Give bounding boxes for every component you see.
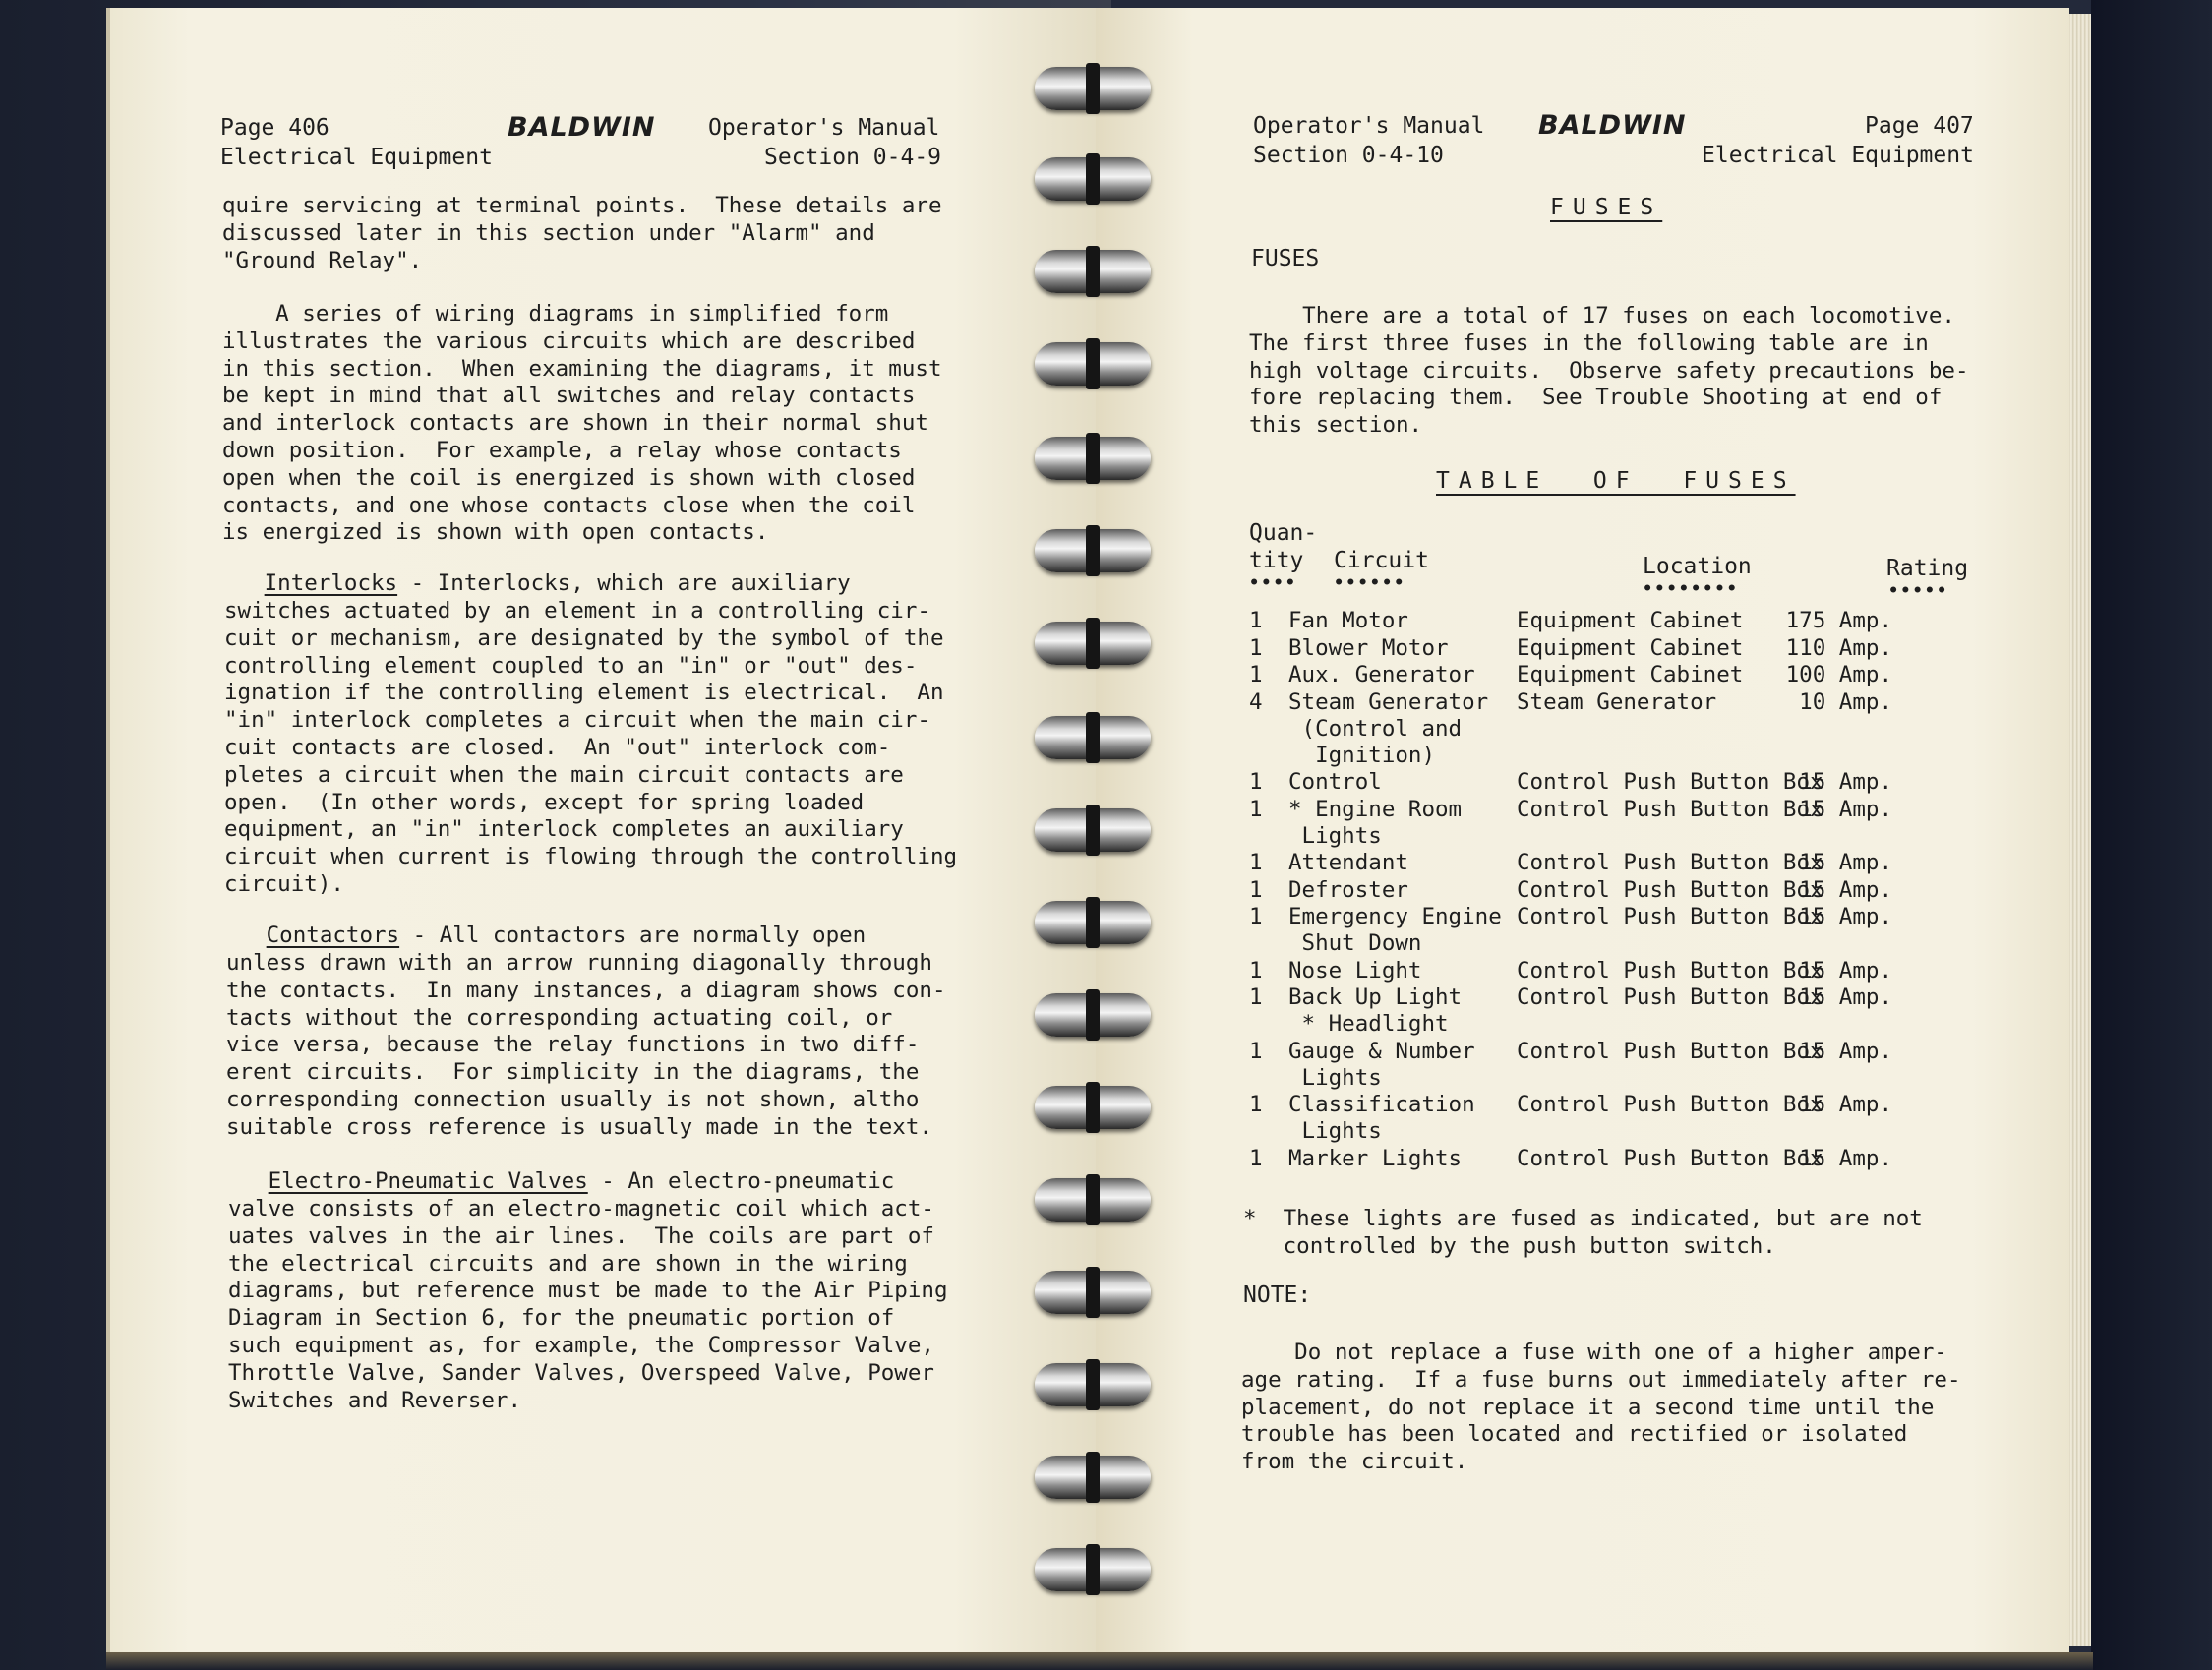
binding-coil xyxy=(1035,157,1151,201)
fuse-quantity: 1 xyxy=(1249,984,1263,1010)
fuse-rating: 15 Amp. xyxy=(1799,769,1892,795)
fuses-title: FUSES xyxy=(1550,195,1663,220)
fuse-quantity: 1 xyxy=(1249,1038,1263,1064)
fuse-circuit: Nose Light xyxy=(1288,957,1422,984)
fuse-quantity: 1 xyxy=(1249,769,1263,795)
fuse-location: Control Push Button Box xyxy=(1517,984,1823,1010)
electro-pneumatic-heading: Electro-Pneumatic Valves xyxy=(268,1168,588,1194)
book-cover-right-edge xyxy=(2091,0,2212,1670)
fuse-rating: 15 Amp. xyxy=(1799,1038,1892,1064)
fuse-location: Control Push Button Box xyxy=(1517,876,1823,903)
binding-coil xyxy=(1035,1271,1151,1314)
electro-pneumatic-paragraph xyxy=(228,1168,894,1196)
fuse-rating: 15 Amp. xyxy=(1799,1092,1892,1117)
fuse-quantity: 4 xyxy=(1249,688,1263,715)
fuse-circuit: Marker Lights xyxy=(1288,1145,1463,1171)
fuse-rating: 100 Amp. xyxy=(1785,662,1892,687)
fuse-rating: 110 Amp. xyxy=(1785,634,1892,661)
fuse-location: Control Push Button Box xyxy=(1517,1092,1823,1117)
contactors-body: unless drawn with an arrow running diagonally through the contacts. In many instances, a diagram shows con- tacts without the corresponding actuating coil, or vice versa, because the relay functions in two diff- erent circuits. For simplicity in the diagrams, the corresponding connection usually is not shown, altho suitable cross reference is usually made in the text. xyxy=(226,950,946,1140)
note-text: Do not replace a fuse with one of a higher amper- age rating. If a fuse burns out immediately after re- placement, do not replace it a second time until the trouble has been located and rectified or isolated from the circuit. xyxy=(1241,1340,1961,1475)
column-quantity-line1: Quan- xyxy=(1249,520,1318,546)
binding-coil xyxy=(1035,1086,1151,1129)
page-stack-edges xyxy=(2069,14,2091,1646)
interlocks-heading: Interlocks xyxy=(264,570,398,596)
binding-coil xyxy=(1035,901,1151,944)
book-bottom-shadow xyxy=(106,1652,2093,1670)
binding-coil xyxy=(1035,808,1151,852)
fuse-rating: 15 Amp. xyxy=(1799,984,1892,1010)
binding-coil xyxy=(1035,993,1151,1037)
fuse-location: Equipment Cabinet xyxy=(1517,662,1744,687)
fuse-location: Control Push Button Box xyxy=(1517,850,1823,875)
left-paragraph-1: quire servicing at terminal points. These details are discussed later in this section under "Alarm" and "Ground Relay". xyxy=(222,193,942,273)
contactors-heading: Contactors xyxy=(266,923,400,948)
fuse-rating: 15 Amp. xyxy=(1799,796,1892,822)
interlocks-body: switches actuated by an element in a controlling cir- cuit or mechanism, are designated by the symbol of the controlling element coupled to an "in" or "out" des- ignation if the controlling element is electrical. An "in" interlock completes a circuit when the main cir- cuit contacts are closed. An "out" interlock com- pletes a circuit when the main circuit contacts are open. (In other words, except for spring loaded equipment, an "in" interlock completes an auxiliary circuit when current is flowing through the controlling circuit). xyxy=(224,598,958,897)
left-paragraph-2: A series of wiring diagrams in simplified form illustrates the various circuits which are described in this section. When examining the diagrams, it must be kept in mind that all switches and relay contacts and interlock contacts are shown in their normal shut down position. For example, a relay whose contacts open when the coil is energized is shown with closed contacts, and one whose contacts close when the coil is energized is shown with open contacts. xyxy=(222,301,942,546)
fuse-location: Equipment Cabinet xyxy=(1517,608,1744,633)
interlocks-first-line: - Interlocks, which are auxiliary xyxy=(397,570,851,596)
fuses-intro: There are a total of 17 fuses on each locomotive. The first three fuses in the following table are in high voltage circuits. Observe safety precautions be- fore replacing them. See Trouble Shooting at end of this section. xyxy=(1249,303,1969,439)
electro-pneumatic-body: valve consists of an electro-magnetic coil which act- uates valves in the air lines. The coils are part of the electrical circuits and are shown in the wiring diagrams, but reference must be made to the Air Piping Diagram in Section 6, for the pneumatic portion of such equipment as, for example, the Compressor Valve, Throttle Valve, Sander Valves, Overspeed Valve, Power Switches and Reverser. xyxy=(228,1196,948,1413)
fuse-quantity: 1 xyxy=(1249,1092,1263,1117)
fuse-circuit: Steam Generator (Control and Ignition) xyxy=(1288,688,1489,768)
fuse-location: Control Push Button Box xyxy=(1517,957,1823,984)
binding-coil xyxy=(1035,1363,1151,1406)
fuse-circuit: Control xyxy=(1288,769,1382,795)
left-section: Section 0-4-9 xyxy=(764,145,942,170)
binding-coil xyxy=(1035,1456,1151,1499)
right-page xyxy=(1096,8,2069,1652)
fuse-circuit: Defroster xyxy=(1288,876,1408,903)
right-manual-title: Operator's Manual xyxy=(1253,113,1485,139)
fuse-location: Equipment Cabinet xyxy=(1517,634,1744,661)
binding-coil xyxy=(1035,622,1151,665)
fuses-subheading: FUSES xyxy=(1251,246,1320,271)
fuse-circuit: Emergency Engine Shut Down xyxy=(1288,904,1502,956)
column-rating: Rating xyxy=(1886,556,1969,581)
left-page xyxy=(106,8,1102,1652)
binding-coil xyxy=(1035,1178,1151,1222)
fuse-location: Control Push Button Box xyxy=(1517,904,1823,929)
column-quantity-line2: tity xyxy=(1249,548,1304,573)
fuse-quantity: 1 xyxy=(1249,1145,1263,1171)
quantity-dot-rule: •••• xyxy=(1249,573,1297,593)
fuse-location: Control Push Button Box xyxy=(1517,1038,1823,1064)
fuse-location: Control Push Button Box xyxy=(1517,1145,1823,1171)
spiral-binding xyxy=(1035,49,1153,1623)
footnote: * These lights are fused as indicated, but are not controlled by the push button switch. xyxy=(1243,1206,1923,1259)
right-page-number: Page 407 xyxy=(1865,113,1974,139)
fuse-circuit: Aux. Generator xyxy=(1288,662,1475,687)
fuse-rating: 15 Amp. xyxy=(1799,957,1892,984)
fuse-quantity: 1 xyxy=(1249,796,1263,822)
fuse-quantity: 1 xyxy=(1249,957,1263,984)
binding-coil xyxy=(1035,342,1151,386)
fuse-quantity: 1 xyxy=(1249,850,1263,875)
binding-coil xyxy=(1035,250,1151,293)
binding-coil xyxy=(1035,716,1151,759)
left-page-number: Page 406 xyxy=(220,115,329,141)
left-subject: Electrical Equipment xyxy=(220,145,493,170)
column-location: Location xyxy=(1643,554,1752,579)
fuse-location: Control Push Button Box xyxy=(1517,769,1823,795)
left-manual-title: Operator's Manual xyxy=(708,115,940,141)
right-subject: Electrical Equipment xyxy=(1702,143,1974,168)
note-label: NOTE: xyxy=(1243,1282,1312,1308)
fuse-circuit: Attendant xyxy=(1288,850,1408,875)
fuse-quantity: 1 xyxy=(1249,662,1263,687)
fuse-quantity: 1 xyxy=(1249,608,1263,633)
fuse-location: Control Push Button Box xyxy=(1517,796,1823,822)
contactors-paragraph xyxy=(226,923,866,950)
fuse-rating: 15 Amp. xyxy=(1799,1145,1892,1171)
circuit-dot-rule: •••••• xyxy=(1334,573,1406,593)
binding-coil xyxy=(1035,67,1151,110)
fuse-circuit: * Engine Room Lights xyxy=(1288,796,1463,849)
fuse-quantity: 1 xyxy=(1249,904,1263,929)
right-brand: BALDWIN xyxy=(1538,110,1687,141)
interlocks-paragraph xyxy=(224,570,851,598)
fuse-circuit: Blower Motor xyxy=(1288,634,1449,661)
fuse-rating: 15 Amp. xyxy=(1799,850,1892,875)
electro-pneumatic-first-line: - An electro-pneumatic xyxy=(587,1168,895,1194)
column-circuit: Circuit xyxy=(1334,548,1429,573)
binding-coil xyxy=(1035,529,1151,572)
table-of-fuses-title: TABLE OF FUSES xyxy=(1436,468,1796,494)
contactors-first-line: - All contactors are normally open xyxy=(399,923,867,948)
fuse-quantity: 1 xyxy=(1249,876,1263,903)
fuse-circuit: Classification Lights xyxy=(1288,1092,1475,1144)
fuse-quantity: 1 xyxy=(1249,634,1263,661)
left-brand: BALDWIN xyxy=(508,112,656,143)
binding-coil xyxy=(1035,1548,1151,1591)
fuse-rating: 15 Amp. xyxy=(1799,876,1892,903)
location-dot-rule: •••••••• xyxy=(1643,579,1739,599)
binding-coil xyxy=(1035,437,1151,480)
fuse-circuit: Fan Motor xyxy=(1288,608,1408,633)
fuse-rating: 175 Amp. xyxy=(1785,608,1892,633)
fuse-rating: 10 Amp. xyxy=(1799,688,1892,715)
fuse-location: Steam Generator xyxy=(1517,688,1717,715)
right-section: Section 0-4-10 xyxy=(1253,143,1444,168)
fuse-circuit: Gauge & Number Lights xyxy=(1288,1038,1475,1091)
fuse-rating: 15 Amp. xyxy=(1799,904,1892,929)
rating-dot-rule: ••••• xyxy=(1888,581,1949,601)
fuse-circuit: Back Up Light * Headlight xyxy=(1288,984,1463,1037)
